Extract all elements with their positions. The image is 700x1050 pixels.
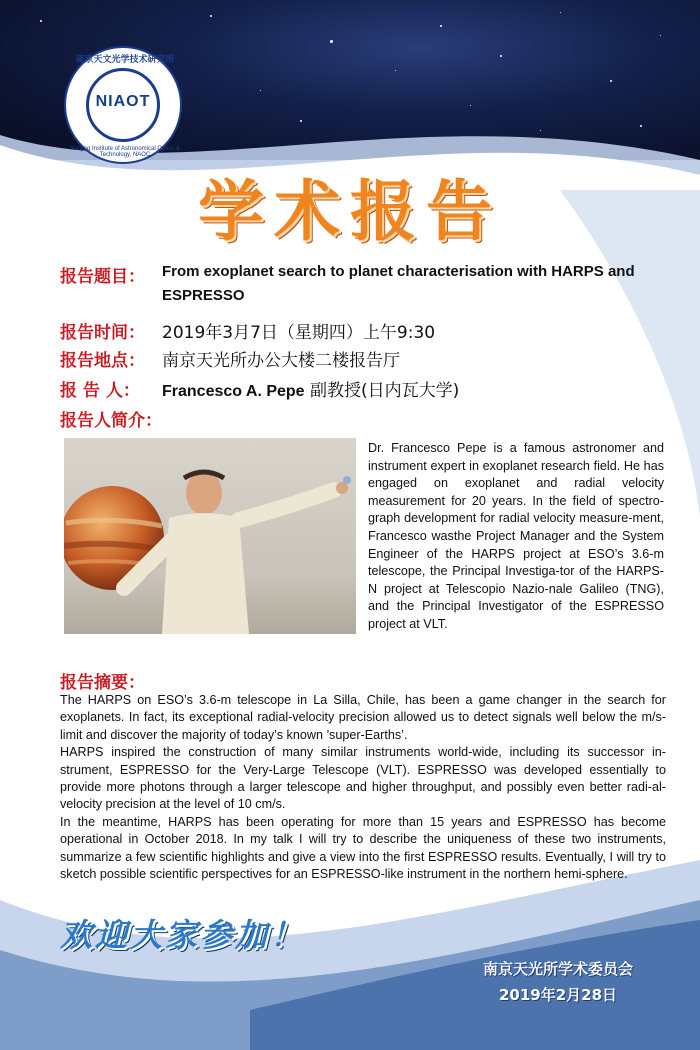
speaker-affiliation: 副教授(日内瓦大学) [304,381,460,401]
time-value: 2019年3月7日（星期四）上午9:30 [162,323,436,343]
logo-name-cn: 南京天文光学技术研究所 [75,54,175,64]
speaker-value [162,376,459,401]
place-value: 南京天光所办公大楼二楼报告厅 [162,351,400,371]
issue-date: 2019年2月28日 [498,986,618,1004]
abstract-paragraph: The HARPS on ESO’s 3.6-m telescope in La Silla, Chile, has been a game changer in the search for exoplanets. In fact, its exceptional radial-velocity precision allowed us to detect signals well below the m/s-limit and discover the majority of today’s known ’super-Earths’. [60,693,666,742]
organizer-committee: 南京天光所学术委员会 [482,960,633,978]
logo-emblem [86,68,160,142]
speaker-label: 报 告 人： [60,381,140,401]
topic-value: From exoplanet search to planet characterisation with HARPS and ESPRESSO [162,263,635,304]
abstract-paragraph: HARPS inspired the construction of many similar instruments world-wide, including its successor in-strument, ESPRESSO for the Very-Large Telescope (VLT). ESPRESSO was developed essentially to provide more photons through a larger telescope and higher throughput, and possibly even better radi-al-velocity precision at the level of 10 cm/s. [60,745,666,812]
speaker-photo [64,438,356,634]
page-title: 学术报告 [198,173,502,250]
topic-label: 报告题目： [60,267,145,287]
abstract-label: 报告摘要： [60,673,145,693]
institute-logo [64,46,182,164]
place-label: 报告地点： [60,351,145,371]
speaker-photo-illustration [64,438,356,634]
abstract-text [60,692,666,883]
logo-mark: NIAOT [95,93,151,110]
bio-label: 报告人简介： [60,411,162,431]
speaker-name: Francesco A. Pepe [162,383,305,400]
time-label: 报告时间： [60,323,145,343]
welcome-slogan: 欢迎大家参加！ [60,916,306,954]
speaker-bio: Dr. Francesco Pepe is a famous astronomer and instrument expert in exoplanet research field. He has engaged on exoplanet and radial velocity measurement for 20 years. In the field of spectro-graph development for radial velocity measure-ment, Francesco wasthe Project Manager and the System Engineer of the HARPS project at ESO’s 3.6-m telescope, the Principal Investiga-tor of the HARPS-N project at Telescopio Nazio-nale Galileo (TNG), and the Principal Investigator of the ESPRESSO project at VLT. [368,441,664,631]
abstract-paragraph: In the meantime, HARPS has been operating for more than 15 years and ESPRESSO has become operational in October 2018. In my talk I will try to describe the uniqueness of these two instruments, summarize a few scientific highlights and give a view into the first ESPRESSO results. Eventually, I will try to sketch possible scientific perspectives for an ESPRESSO-like instrument in the northern hemi-sphere. [60,814,666,882]
logo-name-en: Nanjing Institute of Astronomical Optics & Technology, NAOC [69,146,181,158]
